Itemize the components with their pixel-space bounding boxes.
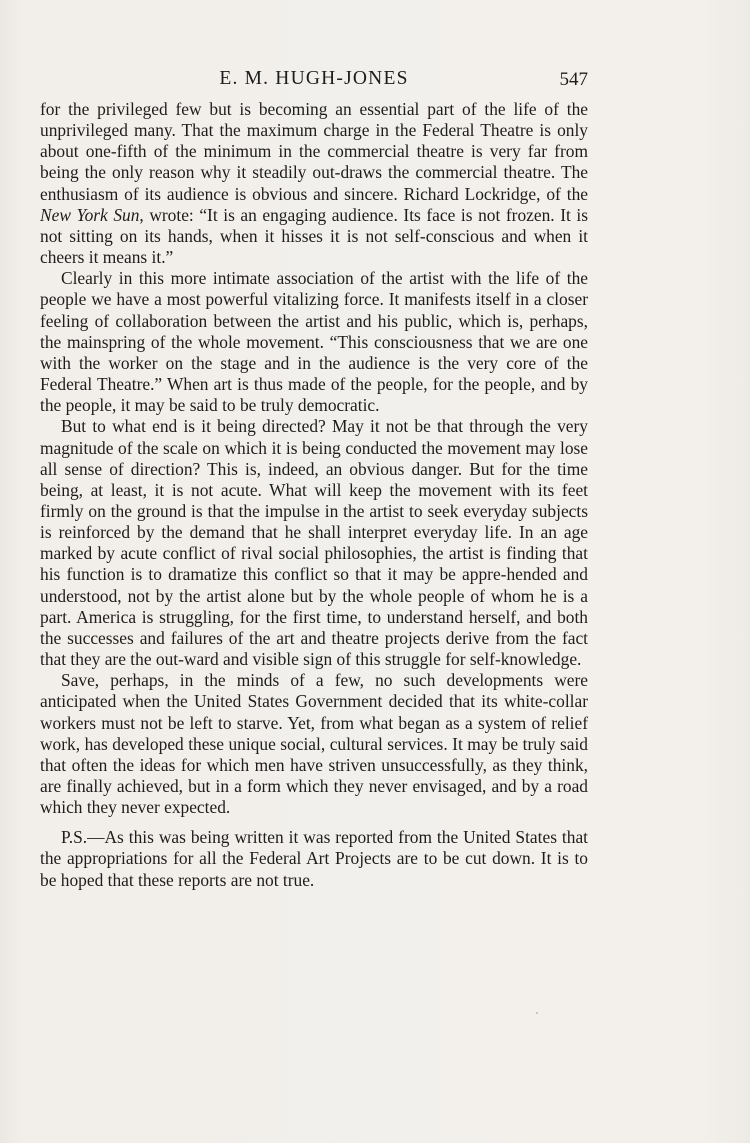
paragraph-1 [40,99,588,268]
paragraph-3: But to what end is it being directed? May it not be that through the very magnitude of the scale on which it is being conducted the movement may lose all sense of direction? This is, indeed, an obvious danger. But for the time being, at least, it is not acute. What will keep the movement with its feet firmly on the ground is that the impulse in the artist to seek everyday subjects is reinforced by the demand that he shall interpret everyday life. In an age marked by acute conflict of rival social philosophies, the artist is finding that his function is to dramatize this conflict so that it may be appre-hended and understood, not by the artist alone but by the whole people of whom he is a part. America is struggling, for the first time, to understand herself, and both the successes and failures of the art and theatre projects derive from the fact that they are the out-ward and visible sign of this struggle for self-knowledge. [40,416,588,670]
paragraph-2: Clearly in this more intimate association of the artist with the life of the people we have a most powerful vitalizing force. It manifests itself in a closer feeling of collaboration between the artist and his public, which is, perhaps, the mainspring of the whole movement. “This consciousness that we are one with the worker on the stage and in the audience is the very core of the Federal Theatre.” When art is thus made of the people, for the people, and by the people, it may be said to be truly democratic. [40,268,588,416]
postscript: P.S.—As this was being written it was reported from the United States that the appropriations for all the Federal Art Projects are to be cut down. It is to be hoped that these reports are not true. [40,827,588,890]
running-head: E. M. HUGH-JONES [219,68,409,89]
paragraph-1-text-before: for the privileged few but is becoming an essential part of the life of the unprivileged many. That the maximum charge in the Federal Theatre is only about one-fifth of the minimum in the commercial theatre is very far from being the only reason why it steadily out-draws the commercial theatre. The enthusiasm of its audience is obvious and sincere. Richard Lockridge, of the [40,99,588,204]
paragraph-1-text-after: , wrote: “It is an engaging audience. Its face is not frozen. It is not sitting on its hands, when it hisses it is not self-conscious and when it cheers it means it.” [40,204,588,268]
body-text [40,99,588,891]
paragraph-4: Save, perhaps, in the minds of a few, no such developments were anticipated when the United States Government decided that its white-collar workers must not be left to starve. Yet, from what began as a system of relief work, has developed these unique social, cultural services. It may be truly said that often the ideas for which men have striven unsuccessfully, as they think, are finally achieved, but in a form which they never envisaged, and by a road which they never expected. [40,670,588,818]
page-header [40,68,588,98]
page-number: 547 [559,69,588,90]
paper-speck [536,1012,538,1014]
newspaper-title: New York Sun [40,204,140,225]
